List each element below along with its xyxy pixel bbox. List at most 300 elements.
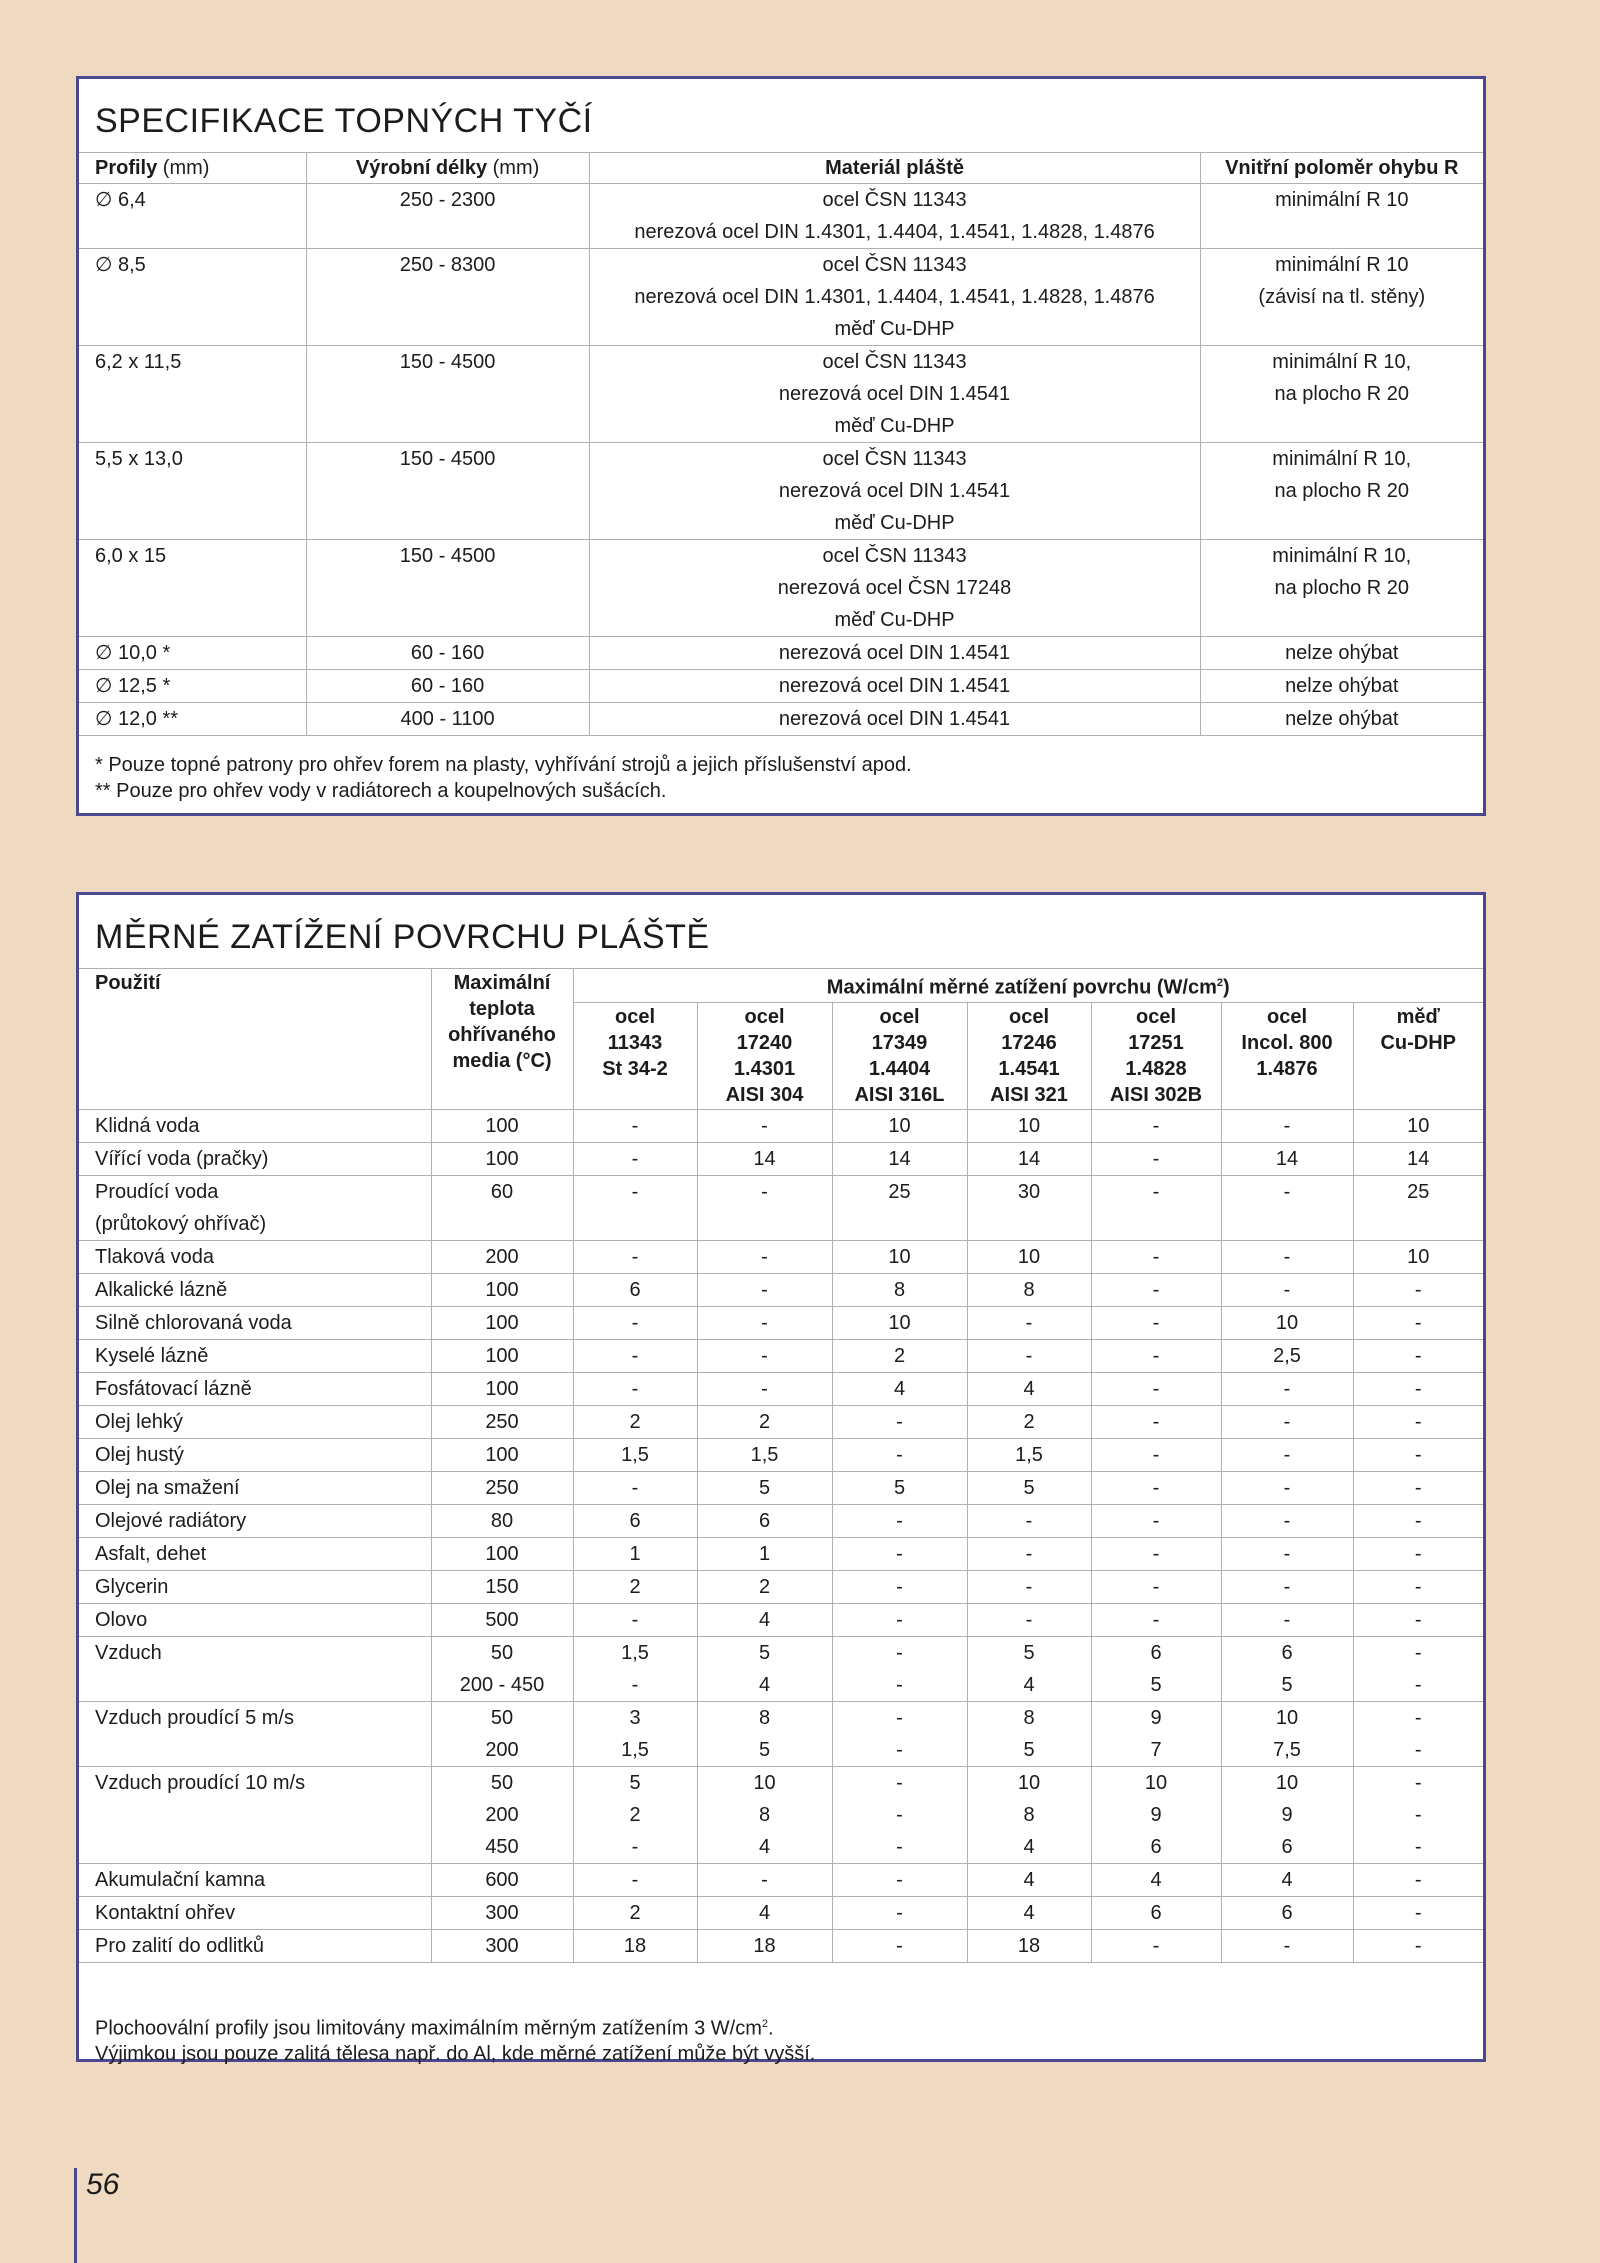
load-value: - [1414,1901,1422,1924]
load-value: 4 [1023,1901,1035,1924]
load-note: Výjimkou jsou pouze zalitá tělesa např. do Al, kde měrné zatížení může být vyšší. [95,2043,816,2066]
load-value: 1,5 [621,1641,649,1664]
load-value: 6 [1150,1901,1162,1924]
radius-line: minimální R 10 [1275,254,1409,276]
load-value-cell [1221,1766,1353,1863]
temp-line: 300 [485,1934,519,1957]
load-value: 1,5 [1015,1443,1043,1466]
radius-line: minimální R 10 [1275,189,1409,211]
header-temp-line: teplota [469,998,535,1020]
load-value-cell [697,1766,832,1863]
load-value-cell [697,1896,832,1929]
page-rule [74,2168,77,2263]
load-value-cell [967,1306,1091,1339]
load-value: - [1152,1278,1160,1301]
load-table [79,968,1483,1963]
load-row [79,1405,1483,1438]
load-value: 5 [893,1476,906,1499]
load-value: 14 [1017,1147,1041,1170]
radius-line: na plocho R 20 [1274,383,1410,405]
load-value-cell [967,1701,1091,1766]
material-line: měď Cu-DHP [834,415,955,437]
temp-line: 50 [490,1706,514,1729]
load-value: 5 [758,1476,771,1499]
load-value: - [761,1377,768,1400]
load-value-cell [832,1570,967,1603]
load-value: - [896,1803,903,1826]
load-value: - [1025,1311,1033,1334]
load-value: 6 [1281,1641,1293,1664]
use-cell [79,1896,431,1929]
load-value: 10 [888,1245,911,1268]
use-cell [79,1142,431,1175]
load-value: - [1414,1509,1422,1532]
load-value-cell [1091,1537,1221,1570]
load-value: 6 [1150,1835,1162,1858]
load-value: - [896,1738,903,1761]
material-header-line: ocel [1008,1005,1050,1028]
use-cell [79,1766,431,1863]
radius-line: nelze ohýbat [1285,642,1399,664]
material-header-line: ocel [1135,1005,1177,1028]
temp-line: 100 [485,1114,519,1137]
load-value-cell [1221,1929,1353,1962]
load-value-cell [573,1372,697,1405]
load-value-cell [967,1109,1091,1142]
load-value: - [896,1771,903,1794]
material-cell [589,670,1200,703]
material-header-line: ocel [614,1005,656,1028]
temp-cell [431,1142,573,1175]
profile-cell: ∅ 6,4 [79,184,306,249]
load-value-cell [697,1603,832,1636]
load-value-cell [832,1603,967,1636]
temp-line: 100 [485,1278,519,1301]
use-line: Vířící voda (pračky) [95,1147,269,1170]
load-value-cell [967,1339,1091,1372]
load-value: - [1152,1542,1160,1565]
header-temp [431,969,573,1110]
temp-line: 100 [485,1311,519,1334]
load-value: 10 [1144,1771,1168,1794]
load-value: - [1414,1575,1422,1598]
radius-cell [1200,637,1483,670]
load-value: - [1414,1803,1422,1826]
load-value: 6 [1281,1901,1293,1924]
temp-cell [431,1766,573,1863]
profile-cell: 6,0 x 15 [79,540,306,637]
load-value: 10 [888,1311,911,1334]
load-value: 6 [1150,1641,1162,1664]
load-value-cell [697,1438,832,1471]
temp-cell [431,1929,573,1962]
load-value: - [896,1901,903,1924]
load-value: - [1152,1934,1160,1957]
load-value: - [1414,1476,1422,1499]
material-header [697,1002,832,1109]
length-cell: 60 - 160 [306,637,589,670]
load-value-cell [1221,1636,1353,1701]
load-value-cell [1091,1175,1221,1240]
material-header-line: 1.4876 [1256,1057,1318,1080]
load-value: - [631,1673,639,1696]
material-line: měď Cu-DHP [834,318,955,340]
load-value: 7 [1150,1738,1162,1761]
load-value: 4 [1023,1673,1035,1696]
load-value: 8 [758,1803,771,1826]
material-header-line: ocel [744,1005,785,1028]
spec-row [79,540,1483,637]
load-value: - [1283,1476,1291,1499]
profile-cell: ∅ 12,5 * [79,670,306,703]
load-value: - [761,1344,768,1367]
radius-cell [1200,443,1483,540]
load-row [79,1537,1483,1570]
load-value: - [761,1311,768,1334]
material-header-line: 1.4404 [868,1057,931,1080]
load-value: - [631,1835,639,1858]
temp-line: 200 - 450 [459,1673,545,1696]
load-value-cell [967,1504,1091,1537]
load-value-cell [1221,1372,1353,1405]
load-value: 3 [629,1706,641,1729]
load-row [79,1863,1483,1896]
load-value: 1,5 [750,1443,779,1466]
load-row [79,1273,1483,1306]
temp-cell [431,1405,573,1438]
load-value-cell [573,1471,697,1504]
load-value-cell [967,1438,1091,1471]
load-value-cell [697,1636,832,1701]
material-line: měď Cu-DHP [834,512,955,534]
load-value-cell [1353,1240,1483,1273]
temp-cell [431,1240,573,1273]
load-value-cell [1221,1603,1353,1636]
load-value-cell [1353,1896,1483,1929]
material-line: nerezová ocel DIN 1.4541 [778,480,1011,502]
load-value-cell [1221,1438,1353,1471]
load-value-cell [697,1863,832,1896]
length-cell: 150 - 4500 [306,346,589,443]
radius-cell [1200,184,1483,249]
load-value: - [896,1934,903,1957]
header-use: Použití [79,969,431,1110]
load-value-cell [832,1109,967,1142]
load-value: 10 [1017,1771,1041,1794]
temp-line: 200 [485,1738,519,1761]
load-value-cell [1353,1504,1483,1537]
load-value-cell [573,1929,697,1962]
spec-panel [76,76,1486,816]
load-value: 2 [629,1803,641,1826]
load-value: 9 [1150,1803,1162,1826]
load-value-cell [697,1240,832,1273]
load-value: - [896,1575,903,1598]
material-line: ocel ČSN 11343 [822,189,967,211]
temp-line: 200 [485,1245,519,1268]
load-value-cell [1353,1701,1483,1766]
material-line: ocel ČSN 11343 [822,448,967,470]
load-value: - [631,1476,639,1499]
material-cell [589,346,1200,443]
load-row [79,1603,1483,1636]
load-row [79,1471,1483,1504]
load-value: - [631,1377,639,1400]
load-value: - [1414,1608,1422,1631]
load-value: - [1414,1344,1422,1367]
load-value: - [1414,1443,1422,1466]
load-value-cell [1221,1570,1353,1603]
load-value-cell [573,1570,697,1603]
material-header-line: ocel [879,1005,920,1028]
load-value: 6 [629,1509,641,1532]
load-value: 10 [1275,1771,1299,1794]
temp-line: 100 [485,1147,519,1170]
use-cell [79,1372,431,1405]
temp-line: 250 [485,1476,519,1499]
load-value: - [1283,1114,1291,1137]
load-value: - [1283,1245,1291,1268]
load-value-cell [832,1273,967,1306]
material-line: nerezová ocel DIN 1.4541 [778,675,1011,697]
temp-line: 60 [490,1180,514,1203]
load-value: - [1025,1344,1033,1367]
radius-line: minimální R 10, [1272,351,1412,373]
load-value-cell [1353,1603,1483,1636]
use-cell [79,1701,431,1766]
temp-cell [431,1570,573,1603]
length-cell: 150 - 4500 [306,443,589,540]
load-value-cell [1221,1471,1353,1504]
load-value: 1,5 [621,1738,649,1761]
radius-cell [1200,670,1483,703]
load-value: - [896,1835,903,1858]
load-value-cell [1353,1636,1483,1701]
load-value: - [1414,1934,1422,1957]
load-value: 10 [1275,1311,1299,1334]
load-value-cell [697,1142,832,1175]
use-cell [79,1273,431,1306]
use-line: Alkalické lázně [95,1278,228,1301]
use-line: (průtokový ohřívač) [95,1212,267,1235]
material-header-line: St 34-2 [602,1057,668,1080]
spec-notes [79,736,1483,804]
material-header-line: 17246 [1001,1031,1057,1054]
load-value-cell [1221,1109,1353,1142]
load-value: 2 [758,1575,771,1598]
load-value: - [1283,1542,1291,1565]
load-value: 8 [758,1706,771,1729]
load-value-cell [832,1471,967,1504]
load-value-cell [967,1570,1091,1603]
load-value: - [896,1673,903,1696]
header-temp-line: Maximální [453,972,551,994]
load-value: - [631,1114,639,1137]
material-header-line: AISI 321 [990,1083,1068,1106]
load-value: - [1283,1509,1291,1532]
load-row [79,1701,1483,1766]
use-cell [79,1306,431,1339]
material-header-line: 1.4828 [1125,1057,1187,1080]
load-value-cell [697,1405,832,1438]
load-value-cell [967,1537,1091,1570]
material-header-line: 17240 [736,1031,793,1054]
load-value: 10 [1017,1245,1041,1268]
load-row [79,1896,1483,1929]
load-value-cell [1091,1863,1221,1896]
material-cell [589,249,1200,346]
load-value-cell [1353,1142,1483,1175]
use-line: Proudící voda [95,1180,219,1203]
temp-cell [431,1636,573,1701]
load-value: 4 [893,1377,906,1400]
load-value: 8 [1023,1706,1035,1729]
load-value: - [896,1443,903,1466]
load-value: - [631,1245,639,1268]
load-value-cell [573,1438,697,1471]
load-value: - [1025,1575,1033,1598]
spec-row [79,346,1483,443]
material-line: nerezová ocel DIN 1.4301, 1.4404, 1.4541, 1.4828, 1.4876 [634,286,1155,308]
load-value-cell [573,1405,697,1438]
load-value: - [1414,1673,1422,1696]
load-value: - [1414,1278,1422,1301]
load-value: - [631,1868,639,1891]
load-value: 9 [1150,1706,1162,1729]
material-header [832,1002,967,1109]
load-value: 18 [1017,1934,1041,1957]
temp-line: 100 [485,1377,519,1400]
load-value-cell [832,1537,967,1570]
radius-cell [1200,703,1483,736]
temp-cell [431,1896,573,1929]
load-row [79,1175,1483,1240]
load-value-cell [573,1240,697,1273]
material-cell [589,637,1200,670]
load-value: 5 [1150,1673,1162,1696]
load-value-cell [1091,1701,1221,1766]
load-value: 6 [629,1278,641,1301]
load-value: 10 [1407,1114,1430,1137]
temp-line: 80 [490,1509,514,1532]
length-cell: 250 - 8300 [306,249,589,346]
use-line: Asfalt, dehet [95,1542,207,1565]
load-value: - [1414,1410,1422,1433]
load-value-cell [697,1504,832,1537]
load-value: 18 [623,1934,647,1957]
load-value: 2 [629,1901,641,1924]
load-value-cell [1091,1372,1221,1405]
material-line: ocel ČSN 11343 [822,545,967,567]
length-cell: 150 - 4500 [306,540,589,637]
radius-cell [1200,540,1483,637]
length-cell: 250 - 2300 [306,184,589,249]
load-value-cell [1353,1405,1483,1438]
load-value: - [1283,1575,1291,1598]
load-value: - [1414,1835,1422,1858]
load-value-cell [1091,1240,1221,1273]
load-value-cell [832,1372,967,1405]
load-value: - [1414,1542,1422,1565]
load-value: 4 [758,1608,771,1631]
load-value: 5 [1023,1738,1035,1761]
material-cell [589,184,1200,249]
temp-line: 300 [485,1901,519,1924]
temp-cell [431,1339,573,1372]
load-value: - [1283,1410,1291,1433]
material-header [1353,1002,1483,1109]
radius-line: (závisí na tl. stěny) [1258,286,1426,308]
use-cell [79,1603,431,1636]
header-material: Materiál pláště [589,153,1200,184]
load-row [79,1929,1483,1962]
use-cell [79,1863,431,1896]
load-value: 25 [1407,1180,1430,1203]
load-value-cell [1221,1896,1353,1929]
spec-note: ** Pouze pro ohřev vody v radiátorech a koupelnových sušácích. [95,780,667,802]
use-line: Olej na smažení [95,1476,240,1499]
use-line: Kontaktní ohřev [95,1901,236,1924]
load-value: - [1152,1443,1160,1466]
load-value-cell [1091,1636,1221,1701]
load-value: 10 [753,1771,776,1794]
load-value-cell [1353,1372,1483,1405]
load-value: - [1414,1738,1422,1761]
load-value-cell [1091,1405,1221,1438]
material-header-line: 11343 [607,1031,663,1054]
load-value: - [761,1868,768,1891]
load-value-cell [697,1929,832,1962]
load-value: 14 [1407,1147,1430,1170]
load-row [79,1339,1483,1372]
use-line: Tlaková voda [95,1245,214,1268]
length-cell: 400 - 1100 [306,703,589,736]
load-value: - [1025,1542,1033,1565]
header-group: Maximální měrné zatížení povrchu $(W/cm^2)$ [573,969,1483,1003]
load-value-cell [1221,1863,1353,1896]
radius-line: na plocho R 20 [1274,480,1410,502]
load-value-cell [1221,1339,1353,1372]
profile-cell: ∅ 8,5 [79,249,306,346]
use-line: Pro zalití do odlitků [95,1934,264,1957]
radius-line: nelze ohýbat [1285,675,1399,697]
spec-row [79,249,1483,346]
load-value: 8 [1023,1803,1035,1826]
load-value-cell [1091,1570,1221,1603]
load-value: 4 [1023,1377,1035,1400]
load-value: 2 [893,1344,906,1367]
load-value: 2 [758,1410,771,1433]
load-value: - [761,1114,768,1137]
load-value: - [1414,1706,1422,1729]
use-cell [79,1929,431,1962]
load-value-cell [967,1863,1091,1896]
load-value-cell [832,1766,967,1863]
load-value: - [1152,1245,1160,1268]
load-value-cell [1353,1339,1483,1372]
load-value: 2,5 [1273,1344,1301,1367]
load-value: 4 [1023,1835,1035,1858]
use-line: Vzduch proudící 5 m/s [95,1706,294,1729]
temp-cell [431,1701,573,1766]
load-header-row [79,969,1483,1003]
material-line: nerezová ocel DIN 1.4541 [778,642,1011,664]
load-value-cell [832,1701,967,1766]
load-value: 1 [629,1542,641,1565]
temp-line: 450 [485,1835,519,1858]
load-value: - [896,1706,903,1729]
page-number: 56 [86,2168,120,2201]
